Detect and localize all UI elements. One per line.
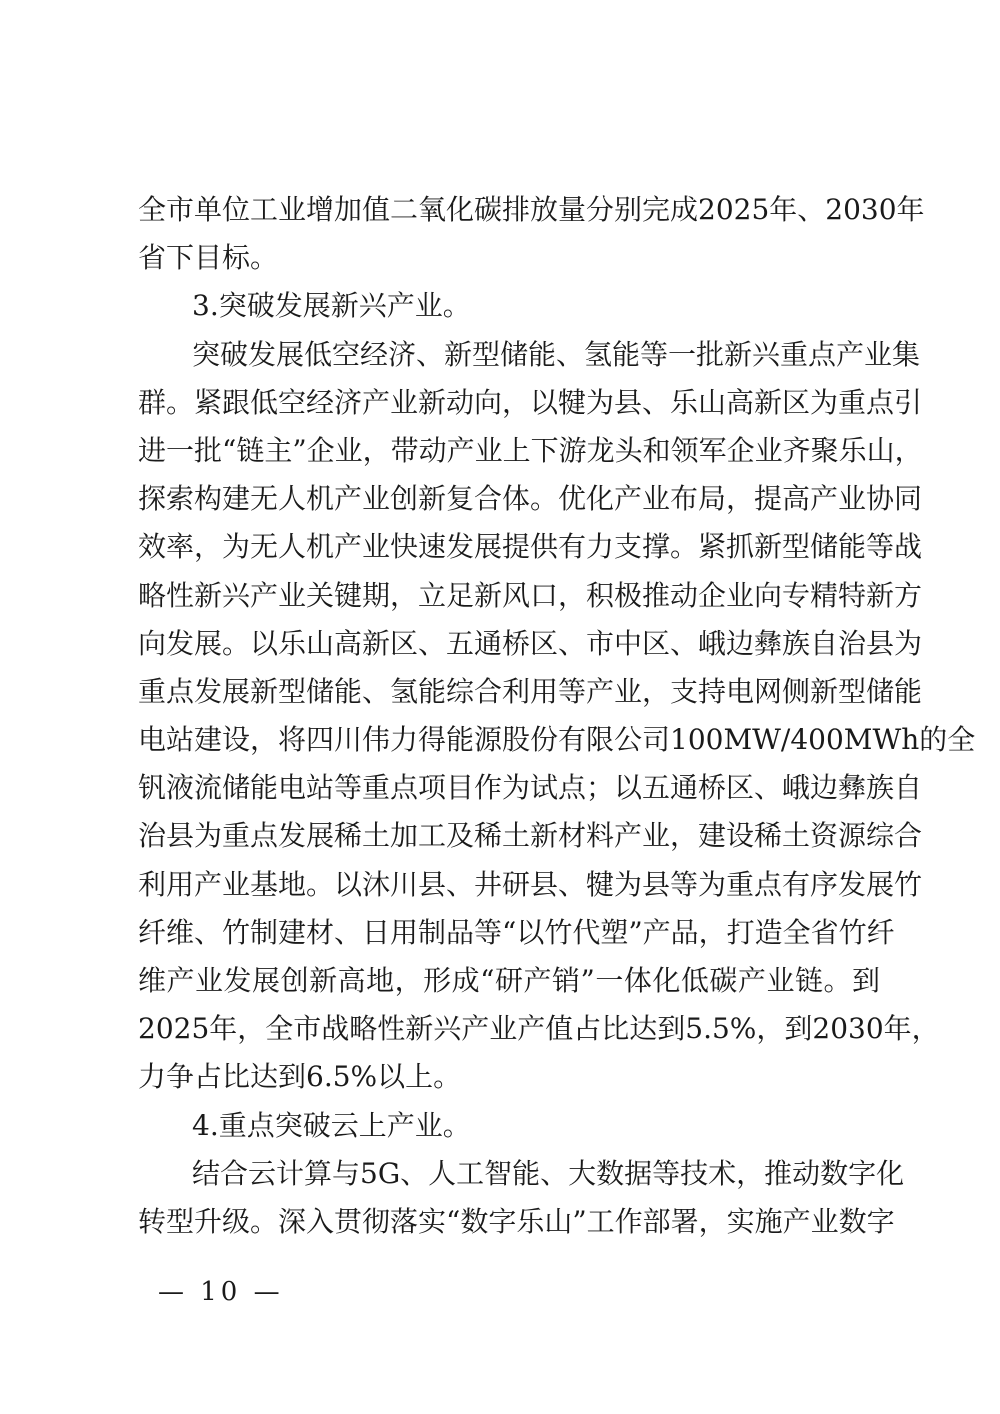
text-line: 电站建设，将四川伟力得能源股份有限公司100MW/400MWh的全 <box>138 723 976 757</box>
text-line: 重点发展新型储能、氢能综合利用等产业，支持电网侧新型储能 <box>138 674 923 708</box>
page-number: — 10 — <box>158 1277 284 1307</box>
text-line: 钒液流储能电站等重点项目作为试点；以五通桥区、峨边彝族自 <box>138 771 923 805</box>
text-line: 力争占比达到6.5%以上。 <box>138 1060 462 1094</box>
section-heading: 3.突破发展新兴产业。 <box>192 289 471 323</box>
text-line: 纤维、竹制建材、日用制品等“以竹代塑”产品，打造全省竹纤 <box>138 915 895 949</box>
text-line: 效率，为无人机产业快速发展提供有力支撑。紧抓新型储能等战 <box>138 530 923 564</box>
text-line: 全市单位工业增加值二氧化碳排放量分别完成2025年、2030年 <box>138 193 925 226</box>
document-body <box>138 186 976 1246</box>
text-line: 略性新兴产业关键期，立足新风口，积极推动企业向专精特新方 <box>138 578 923 612</box>
text-line: 转型升级。深入贯彻落实“数字乐山”工作部署，实施产业数字 <box>138 1204 895 1238</box>
text-line: 利用产业基地。以沐川县、井研县、犍为县等为重点有序发展竹 <box>138 867 923 901</box>
text-line: 探索构建无人机产业创新复合体。优化产业布局，提高产业协同 <box>138 482 923 516</box>
text-line: 突破发展低空经济、新型储能、氢能等一批新兴重点产业集 <box>192 337 921 371</box>
text-line: 结合云计算与5G、人工智能、大数据等技术，推动数字化 <box>192 1156 905 1190</box>
section-heading: 4.重点突破云上产业。 <box>192 1108 471 1142</box>
text-line: 省下目标。 <box>138 241 279 275</box>
text-line: 向发展。以乐山高新区、五通桥区、市中区、峨边彝族自治县为 <box>138 626 923 660</box>
text-line: 2025年，全市战略性新兴产业产值占比达到5.5%，到2030年， <box>138 1012 940 1046</box>
text-line: 进一批“链主”企业，带动产业上下游龙头和领军企业齐聚乐山， <box>138 433 923 467</box>
text-line: 维产业发展创新高地，形成“研产销”一体化低碳产业链。到 <box>138 964 880 997</box>
text-line: 治县为重点发展稀土加工及稀土新材料产业，建设稀土资源综合 <box>138 819 923 853</box>
text-line: 群。紧跟低空经济产业新动向，以犍为县、乐山高新区为重点引 <box>138 385 923 419</box>
